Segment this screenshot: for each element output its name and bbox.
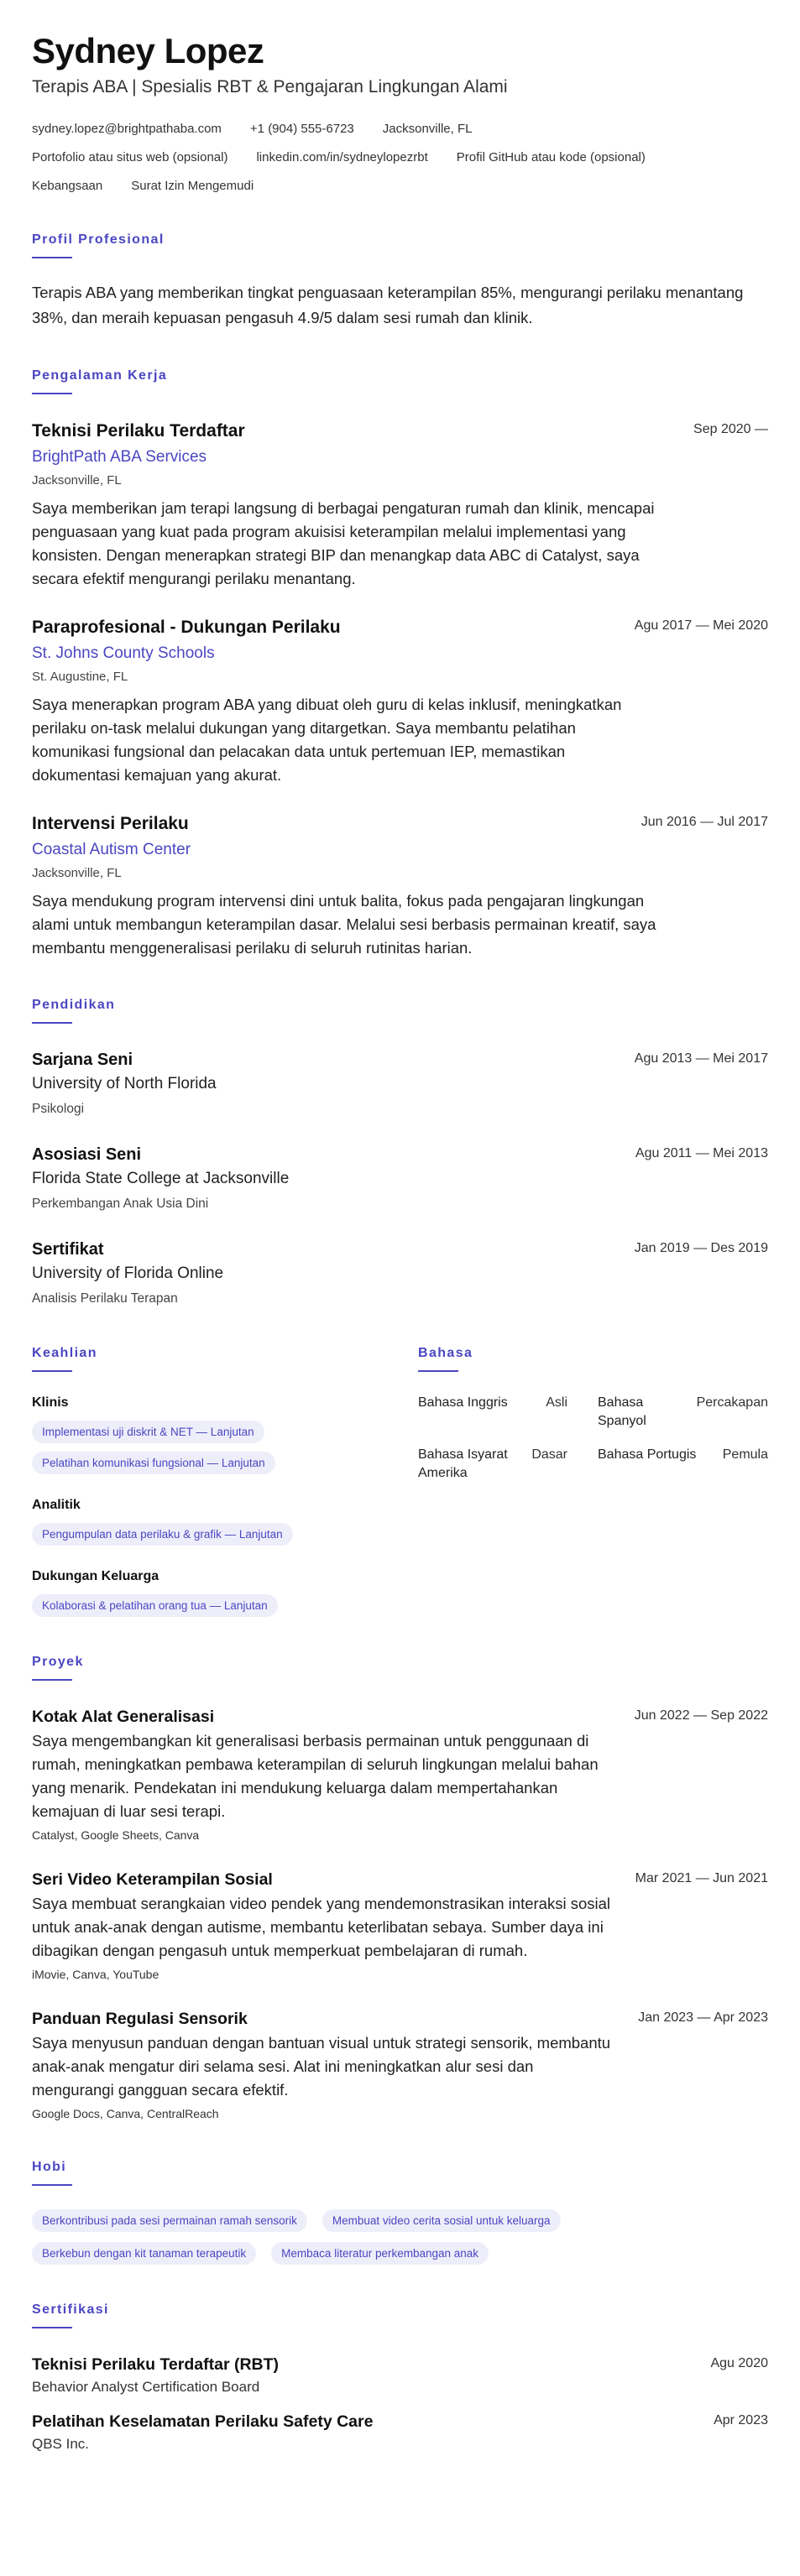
education-entry [32, 1144, 768, 1213]
header [32, 30, 768, 99]
language-item [586, 1446, 768, 1483]
section-title-education: Pendidikan [32, 998, 116, 1012]
section-title-skills: Keahlian [32, 1346, 97, 1360]
education-entry [32, 1238, 768, 1308]
job-employer: St. Johns County Schools [32, 644, 215, 662]
contact-linkedin[interactable]: linkedin.com/in/sydneylopezrbt [256, 150, 428, 164]
section-divider [32, 393, 72, 394]
edu-field: Psikologi [32, 1102, 85, 1116]
experience-entry [32, 420, 768, 591]
hobby-list [32, 2199, 670, 2265]
skills-languages-row [32, 1308, 768, 1617]
section-title-certifications: Sertifikasi [32, 2302, 109, 2317]
job-location: Jacksonville, FL [32, 866, 122, 880]
project-title: Seri Video Keterampilan Sosial [32, 1870, 273, 1889]
job-location: St. Augustine, FL [32, 670, 128, 684]
section-title-profile: Profil Profesional [32, 232, 165, 247]
contact-license: Surat Izin Mengemudi [131, 179, 254, 193]
job-title: Teknisi Perilaku Terdaftar [32, 421, 245, 441]
skill-chip: Pengumpulan data perilaku & grafik — Lanjutan [32, 1523, 293, 1546]
edu-school: Florida State College at Jacksonville [32, 1170, 290, 1187]
job-employer: Coastal Autism Center [32, 841, 191, 858]
language-level: Pemula [722, 1447, 768, 1462]
language-name: Bahasa Isyarat Amerika [418, 1447, 508, 1480]
job-date: Sep 2020 — [693, 422, 768, 436]
edu-school: University of North Florida [32, 1075, 217, 1092]
edu-degree: Sertifikat [32, 1240, 104, 1259]
section-divider [32, 2327, 72, 2328]
language-level: Asli [546, 1395, 567, 1410]
hobby-chip: Membaca literatur perkembangan anak [271, 2242, 489, 2265]
certification-date: Apr 2023 [714, 2413, 768, 2427]
skill-group-title: Analitik [32, 1498, 81, 1512]
project-entry [32, 1869, 768, 1983]
edu-date: Agu 2011 — Mei 2013 [635, 1146, 768, 1160]
project-description: Saya membuat serangkaian video pendek yang mendemonstrasikan interaksi sosial untuk anak-anak dengan autisme, membantu keterlibatan sebaya. Sumber daya ini dibagikan dengan pengasuh untuk memperkuat pembelajaran di rumah. [32, 1895, 610, 1959]
section-divider [32, 1370, 72, 1372]
skill-chip: Kolaborasi & pelatihan orang tua — Lanjutan [32, 1594, 278, 1617]
section-title-languages: Bahasa [418, 1346, 473, 1360]
section-divider [32, 1022, 72, 1024]
contact-portfolio[interactable]: Portofolio atau situs web (opsional) [32, 150, 228, 164]
project-title: Panduan Regulasi Sensorik [32, 2010, 248, 2028]
language-level: Percakapan [696, 1395, 768, 1410]
job-location: Jacksonville, FL [32, 473, 122, 488]
edu-degree: Asosiasi Seni [32, 1145, 142, 1164]
project-tools: Google Docs, Canva, CentralReach [32, 2107, 219, 2120]
contact-location: Jacksonville, FL [382, 122, 473, 136]
language-name: Bahasa Spanyol [598, 1395, 646, 1428]
section-divider [32, 257, 72, 258]
certification-issuer: Behavior Analyst Certification Board [32, 2379, 260, 2395]
skill-group-title: Klinis [32, 1395, 69, 1410]
hobby-chip: Berkebun dengan kit tanaman terapeutik [32, 2242, 256, 2265]
certification-date: Agu 2020 [710, 2356, 768, 2370]
project-title: Kotak Alat Generalisasi [32, 1708, 215, 1726]
certification-entry [32, 2411, 768, 2454]
experience-entry [32, 616, 768, 787]
language-name: Bahasa Portugis [598, 1447, 697, 1462]
job-title: Intervensi Perilaku [32, 814, 189, 833]
certification-name: Pelatihan Keselamatan Perilaku Safety Care [32, 2412, 374, 2431]
job-description: Saya menerapkan program ABA yang dibuat oleh guru di kelas inklusif, meningkatkan perilaku on-task melalui dukungan yang ditargetkan. Saya membantu pelatihan komunikasi fungsional dan pelacakan data untuk pertemuan IEP, memastikan dokumentasi kemajuan yang akurat. [32, 696, 622, 784]
certification-name: Teknisi Perilaku Terdaftar (RBT) [32, 2355, 280, 2374]
education-entry [32, 1049, 768, 1119]
contact-nationality: Kebangsaan [32, 179, 103, 193]
contact-github[interactable]: Profil GitHub atau kode (opsional) [456, 150, 646, 164]
contact-block [32, 121, 768, 195]
languages-column [418, 1308, 768, 1617]
skills-column [32, 1308, 418, 1617]
certification-issuer: QBS Inc. [32, 2436, 90, 2452]
job-description: Saya mendukung program intervensi dini untuk balita, fokus pada pengajaran lingkungan alami untuk membangun keterampilan dasar. Melalui sesi berbasis permainan kreatif, saya membantu menggeneralisasi perilaku di seluruh rutinitas harian. [32, 892, 656, 957]
skill-group-title: Dukungan Keluarga [32, 1569, 159, 1583]
hobby-chip: Berkontribusi pada sesi permainan ramah sensorik [32, 2209, 307, 2232]
section-divider [32, 2184, 72, 2186]
section-divider [32, 1679, 72, 1681]
certification-entry [32, 2354, 768, 2397]
contact-phone[interactable]: +1 (904) 555-6723 [249, 122, 354, 136]
job-description: Saya memberikan jam terapi langsung di berbagai pengaturan rumah dan klinik, mencapai penguasaan yang kuat pada program akuisisi keterampilan melalui implementasi yang konsisten. Dengan menerapkan strategi BIP dan menangkap data ABC di Catalyst, saya secara efektif mengurangi perilaku menantang. [32, 499, 655, 587]
project-entry [32, 2008, 768, 2122]
section-title-hobbies: Hobi [32, 2160, 67, 2174]
language-item [418, 1394, 586, 1431]
hobby-chip: Membuat video cerita sosial untuk keluarga [322, 2209, 561, 2232]
language-name: Bahasa Inggris [418, 1395, 508, 1410]
job-title: Paraprofesional - Dukungan Perilaku [32, 618, 341, 637]
edu-field: Perkembangan Anak Usia Dini [32, 1197, 209, 1211]
skill-chip: Pelatihan komunikasi fungsional — Lanjutan [32, 1452, 275, 1474]
language-item [586, 1394, 768, 1431]
section-divider [418, 1370, 458, 1372]
language-list [418, 1394, 768, 1483]
project-date: Mar 2021 — Jun 2021 [635, 1871, 768, 1885]
job-date: Agu 2017 — Mei 2020 [634, 618, 768, 633]
project-description: Saya menyusun panduan dengan bantuan visual untuk strategi sensorik, membantu anak-anak mengatur diri selama sesi. Alat ini meningkatkan alur sesi dan mengurangi gangguan secara efektif. [32, 2034, 611, 2099]
language-item [418, 1446, 586, 1483]
project-tools: Catalyst, Google Sheets, Canva [32, 1828, 200, 1842]
job-date: Jun 2016 — Jul 2017 [641, 815, 768, 829]
candidate-headline: Terapis ABA | Spesialis RBT & Pengajaran Lingkungan Alami [32, 77, 508, 96]
project-description: Saya mengembangkan kit generalisasi berbasis permainan untuk penggunaan di rumah, meningkatkan pembawa keterampilan di seluruh lingkungan melalui bahan yang menarik. Pendekatan ini mendukung keluarga dalam mempertahankan kemajuan di luar sesi terapi. [32, 1732, 599, 1820]
skill-chip: Implementasi uji diskrit & NET — Lanjutan [32, 1421, 264, 1443]
candidate-name: Sydney Lopez [32, 31, 264, 70]
project-tools: iMovie, Canva, YouTube [32, 1968, 159, 1981]
section-title-experience: Pengalaman Kerja [32, 368, 168, 383]
project-date: Jun 2022 — Sep 2022 [634, 1708, 768, 1723]
section-title-projects: Proyek [32, 1655, 84, 1669]
edu-date: Agu 2013 — Mei 2017 [634, 1051, 768, 1066]
edu-date: Jan 2019 — Des 2019 [634, 1241, 768, 1255]
edu-school: University of Florida Online [32, 1265, 224, 1282]
contact-email[interactable]: sydney.lopez@brightpathaba.com [32, 122, 222, 136]
profile-summary: Terapis ABA yang memberikan tingkat penguasaan keterampilan 85%, mengurangi perilaku menantang 38%, dan meraih kepuasan pengasuh 4.9/5 dalam sesi rumah dan klinik. [32, 284, 744, 326]
edu-field: Analisis Perilaku Terapan [32, 1291, 178, 1306]
project-entry [32, 1706, 768, 1843]
experience-entry [32, 812, 768, 960]
job-employer: BrightPath ABA Services [32, 448, 207, 466]
language-level: Dasar [531, 1447, 567, 1462]
project-date: Jan 2023 — Apr 2023 [638, 2010, 768, 2025]
edu-degree: Sarjana Seni [32, 1051, 133, 1069]
